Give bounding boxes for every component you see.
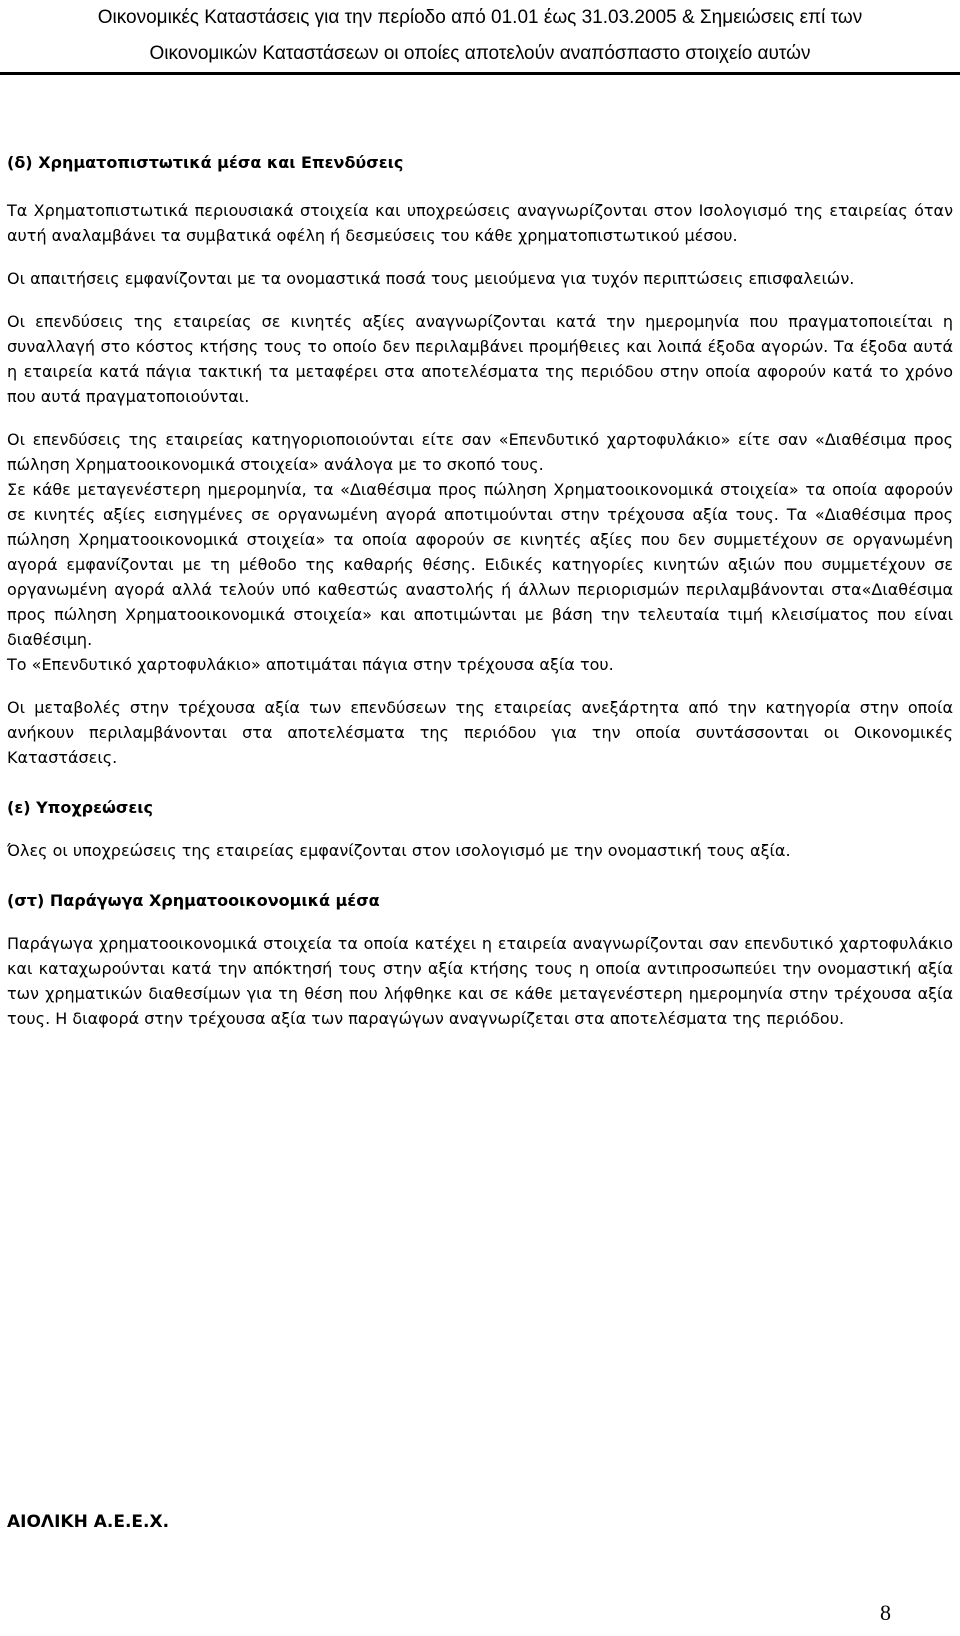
company-signature: ΑΙΟΛΙΚΗ Α.Ε.Ε.Χ.: [7, 1512, 170, 1532]
section-d-title: (δ) Χρηματοπιστωτικά μέσα και Επενδύσεις: [7, 153, 404, 172]
section-e-paragraph-1: Όλες οι υποχρεώσεις της εταιρείας εμφανίζονται στον ισολογισμό με την ονομαστική τους αξία.: [7, 841, 791, 860]
section-st-title: (στ) Παράγωγα Χρηματοοικονομικά μέσα: [7, 891, 380, 910]
header-divider: [0, 72, 960, 75]
section-e-title: (ε) Υποχρεώσεις: [7, 798, 154, 817]
page-number: 8: [880, 1600, 891, 1625]
section-st-paragraph-1: Παράγωγα χρηματοοικονομικά στοιχεία τα οποία κατέχει η εταιρεία αναγνωρίζονται σαν επενδυτικό χαρτοφυλάκιο και καταχωρούνται κατά την απόκτησή τους στην αξία κτήσης τους η οποία αντιπροσωπεύει την ονομαστική αξία των χρηματικών διαθεσίμων για τη θέση που λήφθηκε και σε κάθε μεταγενέστερη ημερομηνία στην τρέχουσα αξία τους. Η διαφορά στην τρέχουσα αξία των παραγώγων αναγνωρίζεται στα αποτελέσματα της περιόδου.: [7, 934, 953, 1028]
section-d-paragraph-7: Οι μεταβολές στην τρέχουσα αξία των επενδύσεων της εταιρείας ανεξάρτητα από την κατηγορία στην οποία ανήκουν περιλαμβάνονται στα αποτελέσματα της περιόδου για την οποία συντάσσονται οι Οικονομικές Καταστάσεις.: [7, 698, 953, 767]
section-d-paragraph-1: Τα Χρηματοπιστωτικά περιουσιακά στοιχεία και υποχρεώσεις αναγνωρίζονται στον Ισολογισμό της εταιρείας όταν αυτή αναλαμβάνει τα συμβατικά οφέλη ή δεσμεύσεις του κάθε χρηματοπιστωτικού μέσου.: [7, 201, 953, 245]
section-d-paragraph-5: Σε κάθε μεταγενέστερη ημερομηνία, τα «Διαθέσιμα προς πώληση Χρηματοοικονομικά στοιχεία» τα οποία αφορούν σε κινητές αξίες εισηγμένες σε οργανωμένη αγορά αποτιμούνται στην τρέχουσα αξία τους. Τα «Διαθέσιμα προς πώληση Χρηματοοικονομικά στοιχεία» τα οποία αφορούν σε κινητές αξίες που δεν συμμετέχουν σε οργανωμένη αγορά εμφανίζονται με τη μέθοδο της καθαρής θέσης. Ειδικές κατηγορίες κινητών αξιών που συμμετέχουν σε οργανωμένη αγορά αλλά τελούν υπό καθεστώς αναστολής ή άλλων περιορισμών περιλαμβάνονται στα«Διαθέσιμα προς πώληση Χρηματοοικονομικά στοιχεία» και αποτιμώνται με βάση την τελευταία τιμή κλεισίματος που είναι διαθέσιμη.: [7, 480, 953, 649]
section-d-paragraph-3: Οι επενδύσεις της εταιρείας σε κινητές αξίες αναγνωρίζονται κατά την ημερομηνία που πραγματοποιείται η συναλλαγή στο κόστος κτήσης τους το οποίο δεν περιλαμβάνει προμήθειες και λοιπά έξοδα αγορών. Τα έξοδα αυτά η εταιρεία κατά πάγια τακτική τα μεταφέρει στα αποτελέσματα της περιόδου στην οποία αφορούν κατά το χρόνο που αυτά πραγματοποιούνται.: [7, 312, 953, 406]
section-d-paragraph-4: Οι επενδύσεις της εταιρείας κατηγοριοποιούνται είτε σαν «Επενδυτικό χαρτοφυλάκιο» είτε σαν «Διαθέσιμα προς πώληση Χρηματοοικονομικά στοιχεία» ανάλογα με το σκοπό τους.: [7, 430, 953, 474]
section-d-paragraph-6: Το «Επενδυτικό χαρτοφυλάκιο» αποτιμάται πάγια στην τρέχουσα αξία του.: [7, 655, 614, 674]
section-d-paragraph-2: Οι απαιτήσεις εμφανίζονται με τα ονομαστικά ποσά τους μειούμενα για τυχόν περιπτώσεις επισφαλειών.: [7, 269, 855, 288]
page-header: [0, 0, 960, 72]
header-line-1: Οικονομικές Καταστάσεις για την περίοδο από 01.01 έως 31.03.2005 & Σημειώσεις επί των: [97, 7, 863, 28]
header-line-2: Οικονομικών Καταστάσεων οι οποίες αποτελούν αναπόσπαστο στοιχείο αυτών: [149, 43, 811, 64]
document-body: [7, 150, 953, 1031]
